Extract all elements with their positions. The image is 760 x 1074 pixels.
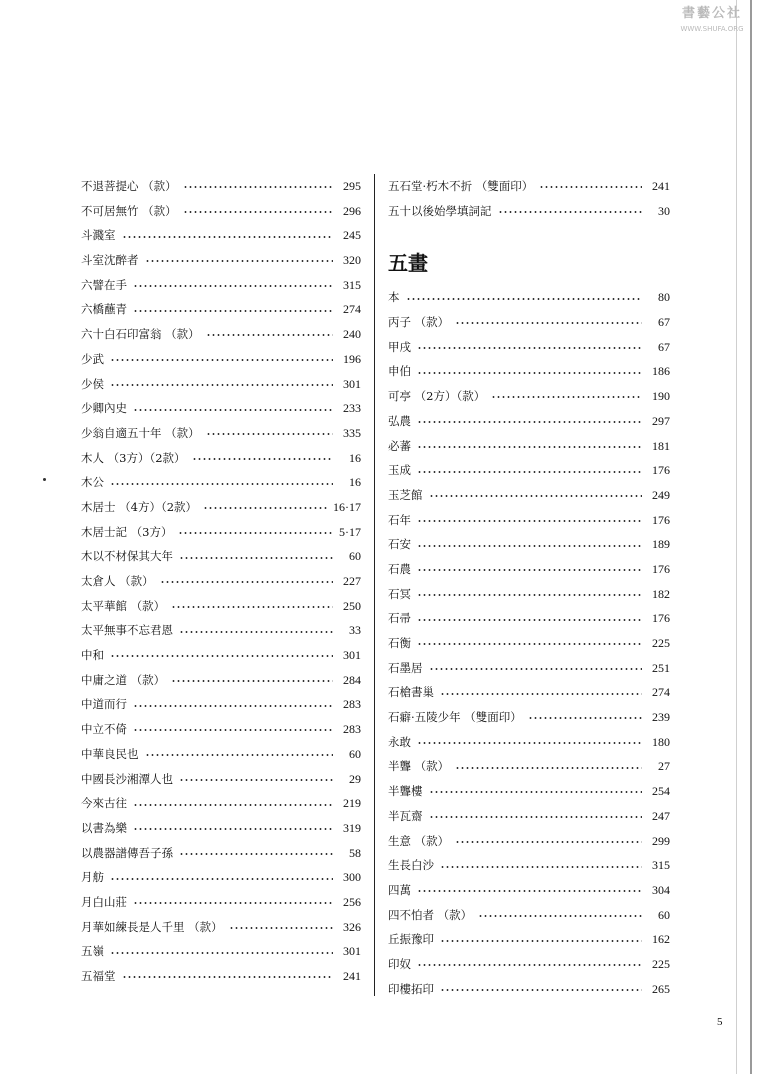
index-entry (81, 791, 361, 816)
entry-seal-name: 斗室沈醉者 (81, 253, 139, 268)
index-entry (81, 816, 361, 841)
entry-page-number: 283 (343, 697, 361, 712)
dot-leader (110, 878, 333, 880)
entry-page-number: 265 (652, 981, 670, 996)
entry-page-number: 297 (652, 413, 670, 428)
entry-seal-name: 本 (388, 290, 400, 305)
entry-page-number: 5·17 (339, 524, 361, 539)
index-entry (388, 199, 670, 224)
entry-page-number: 29 (349, 771, 361, 786)
dot-leader (478, 915, 642, 917)
entry-seal-name: 月舫 (81, 870, 104, 885)
entry-seal-name: 必蕃 (388, 438, 411, 453)
entry-seal-name: 申伯 (388, 364, 411, 379)
dot-leader (417, 446, 642, 448)
entry-seal-name: 玉芝館 (388, 487, 423, 502)
entry-seal-name: 四萬 (388, 882, 411, 897)
entry-seal-name: 半聾 （款） (388, 759, 450, 774)
index-entry (388, 804, 670, 829)
index-entry (81, 890, 361, 915)
entry-page-number: 301 (343, 944, 361, 959)
dot-leader (417, 569, 642, 571)
index-entry (388, 458, 670, 483)
entry-page-number: 274 (343, 302, 361, 317)
entry-page-number: 190 (652, 389, 670, 404)
index-entry (388, 335, 670, 360)
dot-leader (206, 433, 333, 435)
entry-seal-name: 石安 (388, 537, 411, 552)
entry-seal-name: 太倉人 （款） (81, 574, 154, 588)
entry-page-number: 301 (343, 648, 361, 663)
entry-page-number: 60 (658, 907, 670, 922)
index-entry (388, 532, 670, 557)
entry-page-number: 245 (343, 228, 361, 243)
page-edge-line (736, 0, 737, 1074)
index-column-left (81, 174, 361, 989)
entry-seal-name: 生長白沙 (388, 858, 434, 873)
entry-page-number: 256 (343, 894, 361, 909)
entry-seal-name: 石帚 (388, 611, 411, 626)
entry-page-number: 239 (652, 710, 670, 725)
dot-leader (491, 396, 642, 398)
index-entry (81, 939, 361, 964)
entry-seal-name: 石癖·五陵少年 （雙面印） (388, 710, 522, 725)
entry-page-number: 315 (343, 277, 361, 292)
entry-seal-name: 木公 (81, 475, 104, 490)
dot-leader (229, 927, 333, 929)
entry-seal-name: 太平華館 （款） (81, 598, 166, 613)
entry-page-number: 274 (652, 685, 670, 700)
index-entry (81, 372, 361, 397)
dot-leader (417, 421, 642, 423)
entry-page-number: 60 (349, 549, 361, 564)
index-entry (81, 717, 361, 742)
entry-page-number: 299 (652, 833, 670, 848)
dot-leader (455, 767, 642, 769)
entry-page-number: 247 (652, 808, 670, 823)
dot-leader (417, 964, 642, 966)
dot-leader (133, 729, 333, 731)
entry-page-number: 304 (652, 882, 670, 897)
entry-page-number: 162 (652, 932, 670, 947)
dot-leader (417, 643, 642, 645)
entry-page-number: 284 (343, 672, 361, 687)
index-entry (81, 199, 361, 224)
dot-leader (178, 532, 333, 534)
entry-page-number: 16·17 (333, 499, 361, 514)
entry-seal-name: 弘農 (388, 413, 411, 428)
dot-leader (122, 976, 334, 978)
entry-seal-name: 少侯 (81, 376, 104, 391)
entry-seal-name: 木居士記 （3方） (81, 524, 173, 539)
dot-leader (440, 693, 642, 695)
entry-seal-name: 月華如練長是人千里 （款） (81, 919, 223, 934)
index-entry (81, 174, 361, 199)
entry-seal-name: 五福堂 (81, 969, 116, 983)
entry-page-number: 16 (349, 475, 361, 490)
index-entry (81, 273, 361, 298)
dot-leader (179, 779, 333, 781)
entry-page-number: 241 (652, 179, 670, 193)
entry-page-number: 233 (343, 401, 361, 416)
entry-page-number: 241 (343, 969, 361, 983)
entry-page-number: 300 (343, 870, 361, 885)
entry-seal-name: 斗濺室 (81, 228, 116, 243)
index-entry (81, 520, 361, 545)
entry-seal-name: 石衡 (388, 636, 411, 650)
index-entry (388, 310, 670, 335)
index-entry (81, 223, 361, 248)
index-entry (81, 915, 361, 940)
entry-page-number: 320 (343, 253, 361, 268)
entry-page-number: 80 (658, 290, 670, 305)
index-entry (388, 285, 670, 310)
entry-seal-name: 玉成 (388, 463, 411, 478)
entry-seal-name: 甲戌 (388, 339, 411, 354)
entry-seal-name: 中立不倚 (81, 722, 127, 737)
index-entry (388, 754, 670, 779)
dot-leader (110, 655, 333, 657)
column-divider (374, 174, 375, 996)
entry-seal-name: 中和 (81, 648, 104, 663)
index-column-right (388, 174, 670, 1001)
dot-leader (539, 186, 642, 188)
index-entry (81, 495, 361, 520)
index-entry (81, 322, 361, 347)
entry-seal-name: 五石堂·朽木不折 （雙面印） (388, 179, 534, 193)
entry-seal-name: 中國長沙湘潭人也 (81, 771, 173, 786)
entry-page-number: 176 (652, 463, 670, 478)
dot-leader (133, 285, 333, 287)
entry-page-number: 196 (343, 351, 361, 366)
entry-page-number: 176 (652, 611, 670, 626)
entry-seal-name: 不可居無竹 （款） (81, 203, 177, 218)
entry-seal-name: 五嶺 (81, 944, 104, 959)
entry-seal-name: 印奴 (388, 956, 411, 971)
index-entry (388, 483, 670, 508)
entry-page-number: 227 (343, 574, 361, 588)
dot-leader (179, 557, 333, 559)
dot-leader (440, 940, 642, 942)
entry-seal-name: 中庸之道 （款） (81, 672, 166, 687)
entry-seal-name: 石年 (388, 512, 411, 527)
dot-leader (406, 298, 643, 300)
dot-leader (192, 458, 333, 460)
index-entry (81, 865, 361, 890)
entry-page-number: 30 (658, 203, 670, 218)
dot-leader (145, 260, 334, 262)
index-entry (81, 742, 361, 767)
index-entry (81, 594, 361, 619)
entry-page-number: 16 (349, 450, 361, 465)
dot-leader (417, 520, 642, 522)
dot-leader (429, 495, 643, 497)
dot-leader (179, 853, 333, 855)
dot-leader (417, 471, 642, 473)
index-entry (81, 421, 361, 446)
dot-leader (429, 816, 643, 818)
entry-page-number: 240 (343, 327, 361, 342)
entry-page-number: 254 (652, 784, 670, 799)
watermark-text: 書藝公社 (681, 6, 742, 21)
index-entry (388, 952, 670, 977)
entry-page-number: 181 (652, 438, 670, 453)
dot-leader (440, 866, 642, 868)
index-entry (81, 618, 361, 643)
index-entry (81, 396, 361, 421)
dot-leader (417, 619, 642, 621)
entry-seal-name: 石槍書巢 (388, 685, 434, 700)
entry-seal-name: 少翁自適五十年 （款） (81, 425, 200, 440)
watermark-url: WWW.SHUFA.ORG (680, 25, 744, 33)
dot-leader (429, 668, 643, 670)
index-entry (388, 409, 670, 434)
index-entry (81, 692, 361, 717)
entry-page-number: 250 (343, 598, 361, 613)
dot-leader (171, 680, 333, 682)
entry-seal-name: 中道而行 (81, 697, 127, 712)
entry-seal-name: 印樓拓印 (388, 981, 434, 996)
index-entry (388, 730, 670, 755)
index-entry (388, 705, 670, 730)
entry-seal-name: 太平無事不忘君恩 (81, 623, 173, 638)
entry-seal-name: 四不怕者 （款） (388, 907, 473, 922)
entry-seal-name: 丙子 （款） (388, 315, 450, 330)
dot-leader (417, 890, 642, 892)
index-entry (81, 347, 361, 372)
entry-page-number: 60 (349, 746, 361, 761)
entry-page-number: 326 (343, 919, 361, 934)
index-entry (81, 297, 361, 322)
index-entry (388, 977, 670, 1002)
entry-seal-name: 石冥 (388, 586, 411, 601)
index-entry (388, 829, 670, 854)
dot-leader (528, 717, 642, 719)
scan-speck (43, 478, 46, 481)
entry-seal-name: 半聾樓 (388, 784, 423, 799)
dot-leader (203, 507, 327, 509)
index-entry (81, 569, 361, 594)
dot-leader (417, 742, 642, 744)
index-entry (81, 964, 361, 989)
entry-seal-name: 五十以後始學填詞記 (388, 203, 492, 218)
dot-leader (110, 952, 333, 954)
index-entry (81, 248, 361, 273)
dot-leader (133, 409, 333, 411)
index-entry (81, 767, 361, 792)
entry-seal-name: 丘振豫印 (388, 932, 434, 947)
entry-page-number: 335 (343, 425, 361, 440)
dot-leader (122, 236, 334, 238)
index-entry (388, 680, 670, 705)
entry-page-number: 225 (652, 636, 670, 650)
dot-leader (455, 841, 642, 843)
entry-page-number: 319 (343, 820, 361, 835)
index-entry (388, 903, 670, 928)
index-entry (388, 174, 670, 199)
dot-leader (179, 631, 333, 633)
scan-edge-shadow (750, 0, 752, 1074)
dot-leader (417, 347, 642, 349)
entry-seal-name: 以書為樂 (81, 820, 127, 835)
entry-page-number: 283 (343, 722, 361, 737)
index-entry (388, 508, 670, 533)
index-entry (388, 656, 670, 681)
index-entry (388, 779, 670, 804)
index-group-four-strokes-continued (388, 174, 670, 223)
dot-leader (498, 211, 643, 213)
entry-page-number: 301 (343, 376, 361, 391)
entry-seal-name: 六譬在手 (81, 277, 127, 292)
dot-leader (110, 359, 333, 361)
entry-page-number: 33 (349, 623, 361, 638)
entry-page-number: 296 (343, 203, 361, 218)
entry-page-number: 180 (652, 734, 670, 749)
entry-seal-name: 石農 (388, 561, 411, 576)
dot-leader (171, 606, 333, 608)
index-entry (81, 544, 361, 569)
entry-seal-name: 六橋蘸青 (81, 302, 127, 317)
dot-leader (440, 989, 642, 991)
dot-leader (133, 828, 333, 830)
index-entry (388, 853, 670, 878)
index-group-five-strokes (388, 285, 670, 1001)
entry-page-number: 295 (343, 179, 361, 193)
entry-seal-name: 不退菩提心 （款） (81, 179, 177, 193)
entry-seal-name: 中華良民也 (81, 746, 139, 761)
watermark (672, 4, 752, 40)
dot-leader (145, 754, 334, 756)
dot-leader (160, 581, 333, 583)
entry-page-number: 315 (652, 858, 670, 873)
index-entry (81, 841, 361, 866)
entry-page-number: 186 (652, 364, 670, 379)
dot-leader (429, 791, 643, 793)
index-entry (81, 446, 361, 471)
index-entry (388, 384, 670, 409)
entry-seal-name: 月白山莊 (81, 894, 127, 909)
index-entry (388, 359, 670, 384)
dot-leader (417, 594, 642, 596)
dot-leader (455, 322, 642, 324)
entry-seal-name: 半瓦齋 (388, 808, 423, 823)
entry-page-number: 67 (658, 315, 670, 330)
entry-seal-name: 木居士 （4方）（2款） (81, 499, 198, 514)
entry-page-number: 67 (658, 339, 670, 354)
dot-leader (206, 334, 333, 336)
dot-leader (133, 902, 333, 904)
entry-seal-name: 木人 （3方）（2款） (81, 450, 186, 465)
index-entry (81, 668, 361, 693)
index-entry (388, 582, 670, 607)
index-entry (388, 606, 670, 631)
entry-page-number: 189 (652, 537, 670, 552)
dot-leader (183, 211, 333, 213)
page-number: 5 (717, 1016, 723, 1028)
dot-leader (133, 705, 333, 707)
entry-page-number: 225 (652, 956, 670, 971)
index-entry (388, 557, 670, 582)
index-entry (388, 631, 670, 656)
index-entry (388, 878, 670, 903)
index-entry (388, 434, 670, 459)
entry-seal-name: 可亭 （2方）（款） (388, 389, 486, 404)
dot-leader (110, 384, 333, 386)
entry-seal-name: 石墨居 (388, 660, 423, 675)
entry-seal-name: 六十白石印富翁 （款） (81, 327, 200, 342)
entry-page-number: 27 (658, 759, 670, 774)
entry-page-number: 251 (652, 660, 670, 675)
entry-page-number: 249 (652, 487, 670, 502)
entry-page-number: 219 (343, 796, 361, 811)
section-heading: 五畫 (388, 251, 428, 276)
dot-leader (183, 186, 333, 188)
index-entry (388, 927, 670, 952)
entry-seal-name: 木以不材保其大年 (81, 549, 173, 564)
entry-page-number: 182 (652, 586, 670, 601)
index-entry (81, 470, 361, 495)
entry-page-number: 58 (349, 845, 361, 860)
entry-seal-name: 以農器譜傳吾子孫 (81, 845, 173, 860)
dot-leader (133, 310, 333, 312)
dot-leader (417, 545, 642, 547)
dot-leader (417, 372, 642, 374)
index-entry (81, 643, 361, 668)
entry-page-number: 176 (652, 561, 670, 576)
entry-seal-name: 生意 （款） (388, 833, 450, 848)
entry-seal-name: 今來古往 (81, 796, 127, 811)
entry-seal-name: 少卿內史 (81, 401, 127, 416)
dot-leader (133, 804, 333, 806)
entry-seal-name: 永敢 (388, 734, 411, 749)
entry-page-number: 176 (652, 512, 670, 527)
dot-leader (110, 483, 333, 485)
entry-seal-name: 少武 (81, 351, 104, 366)
